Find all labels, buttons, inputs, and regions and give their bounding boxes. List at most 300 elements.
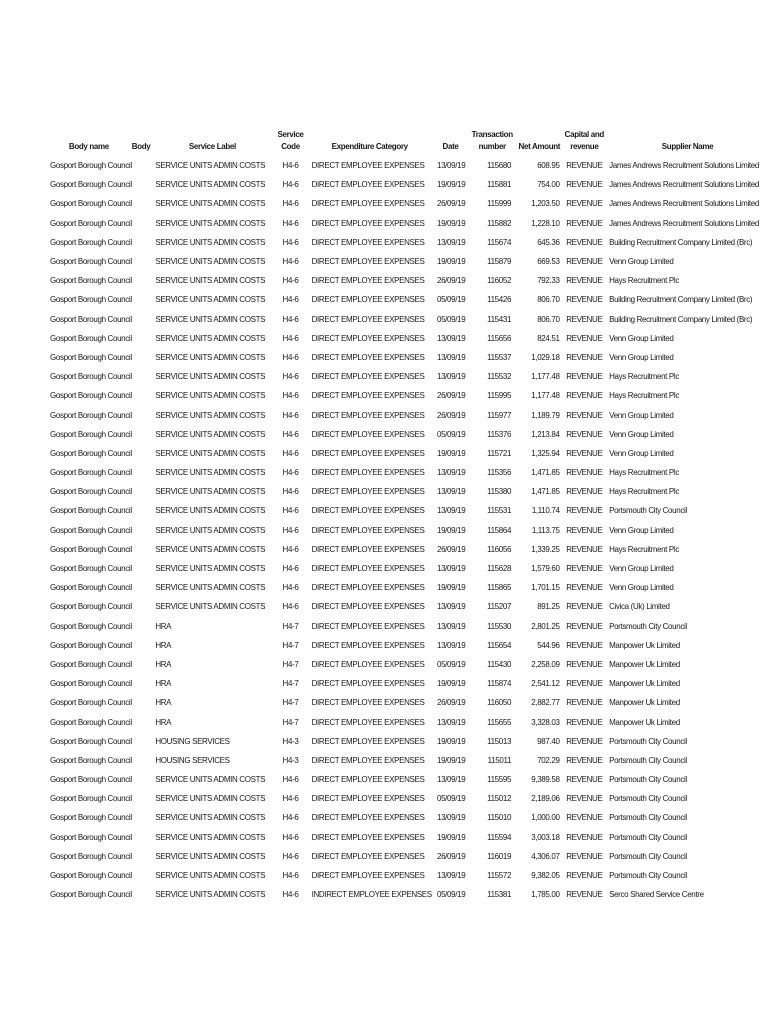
table-row xyxy=(46,233,770,252)
cell-transaction-number: 115864 xyxy=(487,525,512,535)
cell-service-code: H4-6 xyxy=(282,295,299,305)
cell-net-amount: 2,801.25 xyxy=(531,621,560,631)
cell-net-amount: 9,389.58 xyxy=(531,775,560,785)
cell-net-amount: 1,177.48 xyxy=(531,391,560,401)
table-row xyxy=(46,751,770,770)
cell-supplier-name: Hays Recruitment Plc xyxy=(609,544,679,554)
cell-expenditure-category: DIRECT EMPLOYEE EXPENSES xyxy=(311,717,425,727)
cell-service-label: SERVICE UNITS ADMIN COSTS xyxy=(155,583,266,593)
cell-net-amount: 1,000.00 xyxy=(531,813,560,823)
cell-service-code: H4-6 xyxy=(282,525,299,535)
cell-body-name: Gosport Borough Council xyxy=(50,736,132,746)
cell-service-label: SERVICE UNITS ADMIN COSTS xyxy=(155,813,266,823)
header-expenditure-category: Expenditure Category xyxy=(331,142,408,151)
cell-service-label: HRA xyxy=(155,679,172,689)
cell-net-amount: 3,328.03 xyxy=(531,717,560,727)
cell-service-label: SERVICE UNITS ADMIN COSTS xyxy=(155,410,266,420)
cell-body xyxy=(132,597,152,616)
cell-capital-revenue: REVENUE xyxy=(566,314,603,324)
cell-capital-revenue: REVENUE xyxy=(566,890,603,900)
cell-transaction-number: 115881 xyxy=(487,180,512,190)
cell-body xyxy=(132,674,152,693)
cell-service-code: H4-7 xyxy=(282,717,299,727)
cell-transaction-number: 115011 xyxy=(487,755,512,765)
cell-service-label: SERVICE UNITS ADMIN COSTS xyxy=(155,218,266,228)
header-service-code: Service Code xyxy=(277,130,304,151)
table-row xyxy=(46,194,770,213)
cell-date: 13/09/19 xyxy=(436,468,466,478)
cell-service-code: H4-6 xyxy=(282,544,299,554)
cell-net-amount: 1,785.00 xyxy=(531,890,560,900)
cell-supplier-name: Venn Group Limited xyxy=(609,333,674,343)
cell-date: 13/09/19 xyxy=(436,813,466,823)
cell-body xyxy=(132,444,152,463)
cell-net-amount: 1,325.94 xyxy=(531,448,560,458)
cell-transaction-number: 115531 xyxy=(487,506,512,516)
cell-transaction-number: 116052 xyxy=(487,276,512,286)
cell-service-code: H4-6 xyxy=(282,468,299,478)
table-row xyxy=(46,425,770,444)
table-row xyxy=(46,828,770,847)
cell-date: 19/09/19 xyxy=(436,218,466,228)
cell-net-amount: 9,382.05 xyxy=(531,871,560,881)
cell-supplier-name: Portsmouth City Council xyxy=(609,794,687,804)
cell-capital-revenue: REVENUE xyxy=(566,621,603,631)
cell-date: 13/09/19 xyxy=(436,506,466,516)
cell-service-label: SERVICE UNITS ADMIN COSTS xyxy=(155,391,266,401)
cell-date: 13/09/19 xyxy=(436,333,466,343)
cell-body xyxy=(132,636,152,655)
cell-service-code: H4-6 xyxy=(282,871,299,881)
cell-capital-revenue: REVENUE xyxy=(566,775,603,785)
cell-transaction-number: 115680 xyxy=(487,161,512,171)
cell-service-code: H4-6 xyxy=(282,180,299,190)
cell-body-name: Gosport Borough Council xyxy=(50,161,132,171)
cell-body-name: Gosport Borough Council xyxy=(50,871,132,881)
cell-supplier-name: Hays Recruitment Plc xyxy=(609,276,679,286)
cell-expenditure-category: DIRECT EMPLOYEE EXPENSES xyxy=(311,237,425,247)
cell-body-name: Gosport Borough Council xyxy=(50,218,132,228)
table-row xyxy=(46,252,770,271)
cell-service-label: SERVICE UNITS ADMIN COSTS xyxy=(155,775,266,785)
cell-transaction-number: 115207 xyxy=(487,602,512,612)
cell-body-name: Gosport Borough Council xyxy=(50,314,132,324)
cell-service-code: H4-6 xyxy=(282,352,299,362)
cell-expenditure-category: INDIRECT EMPLOYEE EXPENSES xyxy=(311,890,432,900)
cell-service-label: SERVICE UNITS ADMIN COSTS xyxy=(155,602,266,612)
cell-body-name: Gosport Borough Council xyxy=(50,525,132,535)
cell-supplier-name: Portsmouth City Council xyxy=(609,813,687,823)
cell-service-label: SERVICE UNITS ADMIN COSTS xyxy=(155,890,266,900)
table-row xyxy=(46,674,770,693)
cell-net-amount: 1,177.48 xyxy=(531,372,560,382)
cell-transaction-number: 115013 xyxy=(487,736,512,746)
cell-expenditure-category: DIRECT EMPLOYEE EXPENSES xyxy=(311,679,425,689)
cell-body-name: Gosport Borough Council xyxy=(50,640,132,650)
header-capital-revenue: Capital and revenue xyxy=(564,130,604,151)
cell-body-name: Gosport Borough Council xyxy=(50,621,132,631)
cell-date: 13/09/19 xyxy=(436,621,466,631)
cell-expenditure-category: DIRECT EMPLOYEE EXPENSES xyxy=(311,602,425,612)
cell-supplier-name: Portsmouth City Council xyxy=(609,832,687,842)
cell-net-amount: 645.36 xyxy=(537,237,560,247)
cell-service-code: H4-6 xyxy=(282,775,299,785)
cell-service-code: H4-6 xyxy=(282,391,299,401)
cell-net-amount: 754.00 xyxy=(537,180,560,190)
table-row xyxy=(46,732,770,751)
cell-capital-revenue: REVENUE xyxy=(566,468,603,478)
cell-date: 19/09/19 xyxy=(436,257,466,267)
cell-supplier-name: Venn Group Limited xyxy=(609,583,674,593)
cell-net-amount: 824.51 xyxy=(537,333,560,343)
table-row xyxy=(46,617,770,636)
cell-supplier-name: Serco Shared Service Centre xyxy=(609,890,704,900)
cell-capital-revenue: REVENUE xyxy=(566,736,603,746)
cell-transaction-number: 116056 xyxy=(487,544,512,554)
cell-expenditure-category: DIRECT EMPLOYEE EXPENSES xyxy=(311,429,425,439)
cell-net-amount: 792.33 xyxy=(537,276,560,286)
table-row xyxy=(46,156,770,175)
table-row xyxy=(46,501,770,520)
cell-service-label: SERVICE UNITS ADMIN COSTS xyxy=(155,372,266,382)
cell-body xyxy=(132,271,152,290)
cell-service-label: SERVICE UNITS ADMIN COSTS xyxy=(155,851,266,861)
cell-capital-revenue: REVENUE xyxy=(566,276,603,286)
cell-net-amount: 1,110.74 xyxy=(531,506,560,516)
cell-supplier-name: Venn Group Limited xyxy=(609,257,674,267)
cell-body-name: Gosport Borough Council xyxy=(50,180,132,190)
cell-body-name: Gosport Borough Council xyxy=(50,295,132,305)
cell-service-code: H4-7 xyxy=(282,621,299,631)
cell-service-code: H4-6 xyxy=(282,237,299,247)
cell-net-amount: 1,471.85 xyxy=(531,468,560,478)
cell-body-name: Gosport Borough Council xyxy=(50,832,132,842)
cell-supplier-name: Manpower Uk Limited xyxy=(609,698,680,708)
cell-supplier-name: Portsmouth City Council xyxy=(609,506,687,516)
cell-supplier-name: Hays Recruitment Plc xyxy=(609,487,679,497)
cell-date: 19/09/19 xyxy=(436,525,466,535)
cell-body-name: Gosport Borough Council xyxy=(50,391,132,401)
cell-capital-revenue: REVENUE xyxy=(566,698,603,708)
cell-service-code: H4-6 xyxy=(282,429,299,439)
cell-capital-revenue: REVENUE xyxy=(566,333,603,343)
table-row xyxy=(46,789,770,808)
cell-body xyxy=(132,194,152,213)
cell-expenditure-category: DIRECT EMPLOYEE EXPENSES xyxy=(311,698,425,708)
cell-transaction-number: 115012 xyxy=(487,794,512,804)
table-row xyxy=(46,482,770,501)
cell-body-name: Gosport Borough Council xyxy=(50,602,132,612)
cell-service-code: H4-6 xyxy=(282,448,299,458)
cell-service-label: SERVICE UNITS ADMIN COSTS xyxy=(155,352,266,362)
cell-date: 19/09/19 xyxy=(436,755,466,765)
cell-capital-revenue: REVENUE xyxy=(566,602,603,612)
cell-body xyxy=(132,789,152,808)
cell-body xyxy=(132,655,152,674)
cell-expenditure-category: DIRECT EMPLOYEE EXPENSES xyxy=(311,487,425,497)
cell-body-name: Gosport Borough Council xyxy=(50,679,132,689)
cell-body xyxy=(132,463,152,482)
cell-net-amount: 608.95 xyxy=(537,161,560,171)
table-row xyxy=(46,405,770,424)
cell-body xyxy=(132,310,152,329)
cell-net-amount: 1,189.79 xyxy=(531,410,560,420)
cell-service-label: SERVICE UNITS ADMIN COSTS xyxy=(155,564,266,574)
cell-transaction-number: 115381 xyxy=(487,890,512,900)
cell-transaction-number: 115656 xyxy=(487,333,512,343)
cell-date: 13/09/19 xyxy=(436,352,466,362)
cell-body xyxy=(132,175,152,194)
table-row xyxy=(46,597,770,616)
cell-supplier-name: Venn Group Limited xyxy=(609,410,674,420)
cell-transaction-number: 115595 xyxy=(487,775,512,785)
cell-expenditure-category: DIRECT EMPLOYEE EXPENSES xyxy=(311,161,425,171)
cell-service-code: H4-6 xyxy=(282,794,299,804)
cell-service-label: HOUSING SERVICES xyxy=(155,755,230,765)
cell-body xyxy=(132,386,152,405)
cell-capital-revenue: REVENUE xyxy=(566,372,603,382)
cell-supplier-name: Hays Recruitment Plc xyxy=(609,391,679,401)
cell-body-name: Gosport Borough Council xyxy=(50,372,132,382)
cell-expenditure-category: DIRECT EMPLOYEE EXPENSES xyxy=(311,295,425,305)
cell-body xyxy=(132,290,152,309)
cell-body-name: Gosport Borough Council xyxy=(50,851,132,861)
cell-date: 19/09/19 xyxy=(436,679,466,689)
cell-body-name: Gosport Borough Council xyxy=(50,659,132,669)
cell-service-code: H4-6 xyxy=(282,257,299,267)
cell-service-code: H4-6 xyxy=(282,199,299,209)
table-row xyxy=(46,463,770,482)
cell-net-amount: 1,579.60 xyxy=(531,564,560,574)
cell-supplier-name: Portsmouth City Council xyxy=(609,755,687,765)
cell-supplier-name: Portsmouth City Council xyxy=(609,775,687,785)
cell-date: 26/09/19 xyxy=(436,410,466,420)
cell-capital-revenue: REVENUE xyxy=(566,679,603,689)
cell-service-code: H4-6 xyxy=(282,333,299,343)
cell-supplier-name: James Andrews Recruitment Solutions Limited xyxy=(609,161,759,171)
cell-service-label: SERVICE UNITS ADMIN COSTS xyxy=(155,161,266,171)
cell-body xyxy=(132,156,152,175)
header-body: Body xyxy=(131,142,151,151)
cell-expenditure-category: DIRECT EMPLOYEE EXPENSES xyxy=(311,640,425,650)
cell-expenditure-category: DIRECT EMPLOYEE EXPENSES xyxy=(311,621,425,631)
cell-body xyxy=(132,693,152,712)
cell-body-name: Gosport Borough Council xyxy=(50,544,132,554)
cell-capital-revenue: REVENUE xyxy=(566,391,603,401)
cell-expenditure-category: DIRECT EMPLOYEE EXPENSES xyxy=(311,199,425,209)
cell-date: 13/09/19 xyxy=(436,871,466,881)
cell-service-label: SERVICE UNITS ADMIN COSTS xyxy=(155,180,266,190)
cell-net-amount: 2,258.09 xyxy=(531,659,560,669)
cell-transaction-number: 115530 xyxy=(487,621,512,631)
cell-capital-revenue: REVENUE xyxy=(566,506,603,516)
cell-body-name: Gosport Borough Council xyxy=(50,794,132,804)
table-row xyxy=(46,770,770,789)
cell-net-amount: 891.25 xyxy=(537,602,560,612)
cell-supplier-name: Hays Recruitment Plc xyxy=(609,372,679,382)
table-row xyxy=(46,386,770,405)
cell-transaction-number: 115882 xyxy=(487,218,512,228)
cell-capital-revenue: REVENUE xyxy=(566,544,603,554)
cell-expenditure-category: DIRECT EMPLOYEE EXPENSES xyxy=(311,314,425,324)
cell-expenditure-category: DIRECT EMPLOYEE EXPENSES xyxy=(311,525,425,535)
cell-body-name: Gosport Borough Council xyxy=(50,775,132,785)
cell-transaction-number: 115431 xyxy=(487,314,512,324)
cell-service-code: H4-7 xyxy=(282,679,299,689)
cell-transaction-number: 115977 xyxy=(487,410,512,420)
cell-body xyxy=(132,214,152,233)
cell-date: 19/09/19 xyxy=(436,583,466,593)
cell-supplier-name: Venn Group Limited xyxy=(609,429,674,439)
cell-body-name: Gosport Borough Council xyxy=(50,429,132,439)
cell-transaction-number: 115380 xyxy=(487,487,512,497)
cell-expenditure-category: DIRECT EMPLOYEE EXPENSES xyxy=(311,871,425,881)
cell-capital-revenue: REVENUE xyxy=(566,583,603,593)
cell-body xyxy=(132,482,152,501)
cell-body-name: Gosport Borough Council xyxy=(50,352,132,362)
cell-service-label: SERVICE UNITS ADMIN COSTS xyxy=(155,237,266,247)
cell-body xyxy=(132,501,152,520)
cell-service-code: H4-6 xyxy=(282,564,299,574)
cell-date: 19/09/19 xyxy=(436,448,466,458)
cell-date: 13/09/19 xyxy=(436,602,466,612)
cell-service-code: H4-6 xyxy=(282,161,299,171)
cell-body xyxy=(132,712,152,731)
cell-date: 19/09/19 xyxy=(436,736,466,746)
cell-supplier-name: Building Recruitment Company Limited (Brc) xyxy=(609,237,753,247)
cell-expenditure-category: DIRECT EMPLOYEE EXPENSES xyxy=(311,794,425,804)
cell-body xyxy=(132,828,152,847)
cell-transaction-number: 115654 xyxy=(487,640,512,650)
header-net-amount: Net Amount xyxy=(518,142,561,151)
cell-body-name: Gosport Borough Council xyxy=(50,506,132,516)
cell-date: 26/09/19 xyxy=(436,698,466,708)
cell-transaction-number: 115879 xyxy=(487,257,512,267)
cell-net-amount: 1,113.75 xyxy=(531,525,560,535)
cell-body xyxy=(132,617,152,636)
cell-net-amount: 1,339.25 xyxy=(531,544,560,554)
cell-capital-revenue: REVENUE xyxy=(566,199,603,209)
cell-service-label: SERVICE UNITS ADMIN COSTS xyxy=(155,794,266,804)
cell-net-amount: 669.53 xyxy=(537,257,560,267)
cell-date: 26/09/19 xyxy=(436,391,466,401)
cell-capital-revenue: REVENUE xyxy=(566,218,603,228)
cell-transaction-number: 115537 xyxy=(487,352,512,362)
table-row xyxy=(46,444,770,463)
cell-service-label: SERVICE UNITS ADMIN COSTS xyxy=(155,525,266,535)
cell-capital-revenue: REVENUE xyxy=(566,161,603,171)
cell-service-code: H4-6 xyxy=(282,276,299,286)
cell-supplier-name: Building Recruitment Company Limited (Brc) xyxy=(609,314,753,324)
cell-capital-revenue: REVENUE xyxy=(566,525,603,535)
cell-expenditure-category: DIRECT EMPLOYEE EXPENSES xyxy=(311,506,425,516)
cell-capital-revenue: REVENUE xyxy=(566,257,603,267)
cell-service-label: SERVICE UNITS ADMIN COSTS xyxy=(155,871,266,881)
cell-transaction-number: 115865 xyxy=(487,583,512,593)
cell-capital-revenue: REVENUE xyxy=(566,851,603,861)
cell-net-amount: 702.29 xyxy=(537,755,560,765)
cell-net-amount: 2,882.77 xyxy=(531,698,560,708)
cell-transaction-number: 115376 xyxy=(487,429,512,439)
cell-body-name: Gosport Borough Council xyxy=(50,564,132,574)
cell-body xyxy=(132,540,152,559)
cell-service-code: H4-7 xyxy=(282,659,299,669)
table-row xyxy=(46,866,770,885)
cell-transaction-number: 115532 xyxy=(487,372,512,382)
cell-supplier-name: Hays Recruitment Plc xyxy=(609,468,679,478)
header-body-name: Body name xyxy=(68,142,109,151)
cell-body-name: Gosport Borough Council xyxy=(50,813,132,823)
cell-transaction-number: 115721 xyxy=(487,448,512,458)
cell-net-amount: 1,203.50 xyxy=(531,199,560,209)
cell-supplier-name: James Andrews Recruitment Solutions Limited xyxy=(609,180,759,190)
cell-date: 05/09/19 xyxy=(436,429,466,439)
cell-body-name: Gosport Borough Council xyxy=(50,890,132,900)
header-service-label: Service Label xyxy=(188,142,236,151)
cell-capital-revenue: REVENUE xyxy=(566,448,603,458)
header-date: Date xyxy=(442,142,459,151)
table-row xyxy=(46,310,770,329)
table-row xyxy=(46,367,770,386)
cell-body xyxy=(132,770,152,789)
table-row xyxy=(46,329,770,348)
cell-transaction-number: 116019 xyxy=(487,851,512,861)
cell-body-name: Gosport Borough Council xyxy=(50,698,132,708)
table-row xyxy=(46,847,770,866)
cell-body xyxy=(132,367,152,386)
cell-service-label: HRA xyxy=(155,717,172,727)
cell-expenditure-category: DIRECT EMPLOYEE EXPENSES xyxy=(311,659,425,669)
cell-service-label: SERVICE UNITS ADMIN COSTS xyxy=(155,506,266,516)
cell-net-amount: 1,228.10 xyxy=(531,218,560,228)
cell-body-name: Gosport Borough Council xyxy=(50,448,132,458)
header-supplier-name: Supplier Name xyxy=(661,142,714,151)
cell-expenditure-category: DIRECT EMPLOYEE EXPENSES xyxy=(311,352,425,362)
cell-expenditure-category: DIRECT EMPLOYEE EXPENSES xyxy=(311,775,425,785)
cell-capital-revenue: REVENUE xyxy=(566,659,603,669)
cell-supplier-name: Manpower Uk Limited xyxy=(609,717,680,727)
cell-supplier-name: Venn Group Limited xyxy=(609,525,674,535)
cell-date: 13/09/19 xyxy=(436,237,466,247)
cell-capital-revenue: REVENUE xyxy=(566,832,603,842)
table-row xyxy=(46,540,770,559)
cell-body-name: Gosport Borough Council xyxy=(50,755,132,765)
cell-service-label: HRA xyxy=(155,621,172,631)
cell-transaction-number: 115426 xyxy=(487,295,512,305)
cell-body xyxy=(132,405,152,424)
cell-capital-revenue: REVENUE xyxy=(566,813,603,823)
cell-date: 26/09/19 xyxy=(436,851,466,861)
cell-date: 13/09/19 xyxy=(436,161,466,171)
cell-date: 13/09/19 xyxy=(436,564,466,574)
cell-service-code: H4-6 xyxy=(282,851,299,861)
cell-expenditure-category: DIRECT EMPLOYEE EXPENSES xyxy=(311,755,425,765)
cell-body xyxy=(132,559,152,578)
cell-service-label: HRA xyxy=(155,659,172,669)
cell-service-code: H4-6 xyxy=(282,583,299,593)
cell-capital-revenue: REVENUE xyxy=(566,794,603,804)
cell-body-name: Gosport Borough Council xyxy=(50,199,132,209)
cell-capital-revenue: REVENUE xyxy=(566,295,603,305)
table-row xyxy=(46,808,770,827)
cell-transaction-number: 115430 xyxy=(487,659,512,669)
cell-net-amount: 2,541.12 xyxy=(531,679,560,689)
cell-service-label: HOUSING SERVICES xyxy=(155,736,230,746)
cell-body xyxy=(132,732,152,751)
cell-date: 19/09/19 xyxy=(436,180,466,190)
cell-service-code: H4-6 xyxy=(282,813,299,823)
cell-date: 05/09/19 xyxy=(436,314,466,324)
